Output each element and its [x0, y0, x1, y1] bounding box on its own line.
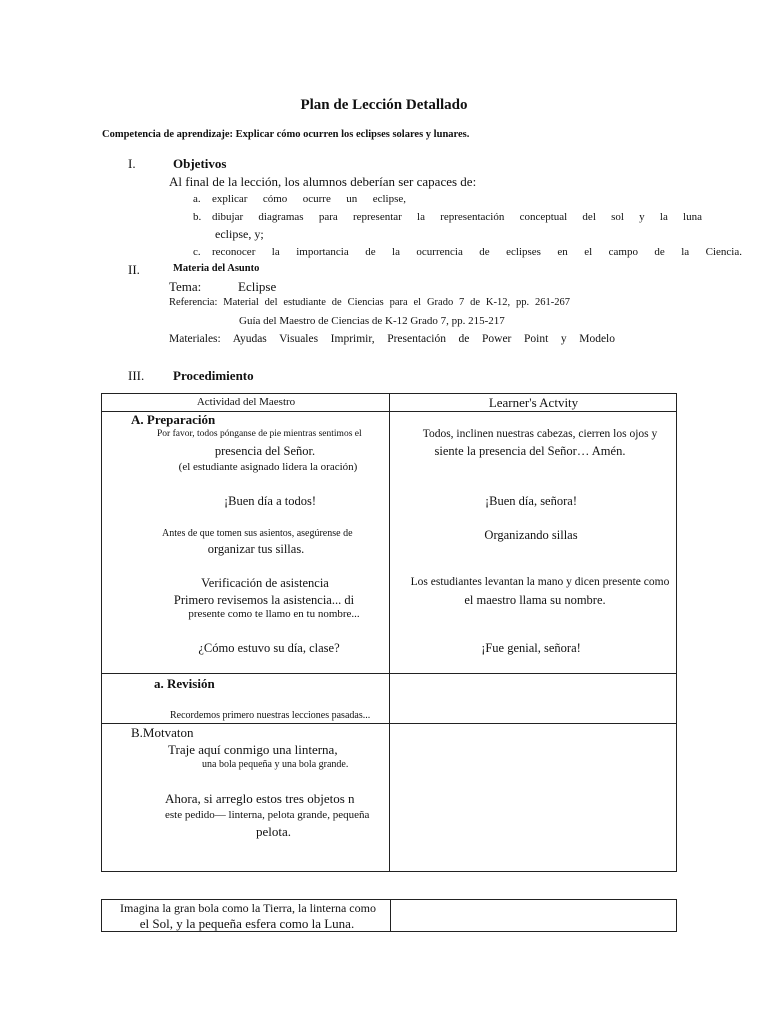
- section-1-heading: Objetivos: [173, 156, 227, 171]
- learner-line: ¡Fue genial, señora!: [481, 641, 581, 655]
- objective-c: reconocer la importancia de la ocurrencia de eclipses en el campo de la Ciencia.: [212, 246, 742, 258]
- referencia-text: Referencia: Material del estudiante de Ciencias para el Grado 7 de K-12, pp. 261-267: [169, 297, 570, 308]
- motivation-line: una bola pequeña y una bola grande.: [202, 759, 349, 770]
- teacher-line: presente como te llamo en tu nombre...: [188, 608, 360, 620]
- revision-text: Recordemos primero nuestras lecciones pasadas...: [170, 710, 371, 721]
- preparacion-heading: A. Preparación: [131, 412, 216, 427]
- guia-text: Guía del Maestro de Ciencias de K-12 Grado 7, pp. 215-217: [239, 315, 505, 327]
- motivation-line: Ahora, si arreglo estos tres objetos n: [165, 791, 355, 806]
- motivation-line: pelota.: [256, 824, 292, 839]
- preparacion-learner-cell: [390, 412, 677, 674]
- objective-a: explicar cómo ocurre un eclipse,: [212, 193, 406, 205]
- teacher-line: Por favor, todos pónganse de pie mientras sentimos el: [157, 429, 362, 439]
- teacher-line: ¿Cómo estuvo su día, clase?: [198, 641, 340, 655]
- tema-label: Tema:: [169, 279, 202, 294]
- preparacion-teacher-cell: [102, 412, 390, 674]
- teacher-line: ¡Buen día a todos!: [224, 494, 316, 508]
- imagine-table: [101, 899, 677, 932]
- procedure-table: [101, 393, 677, 872]
- learner-line: Todos, inclinen nuestras cabezas, cierren los ojos y: [422, 428, 658, 440]
- objective-letter-b: b.: [193, 211, 202, 223]
- section-3-heading: Procedimiento: [173, 368, 254, 383]
- objective-letter-a: a.: [193, 193, 201, 205]
- teacher-line: Primero revisemos la asistencia... di: [173, 593, 355, 607]
- revision-learner-cell: [390, 674, 677, 724]
- motivation-teacher-cell: [102, 724, 390, 872]
- imagine-line-1: Imagina la gran bola como la Tierra, la linterna como: [120, 901, 376, 915]
- motivation-line: Traje aquí conmigo una linterna,: [168, 742, 338, 757]
- motivation-learner-cell: [390, 724, 677, 872]
- section-2-heading: Materia del Asunto: [173, 263, 260, 274]
- col-header-teacher: Actividad del Maestro: [196, 396, 296, 408]
- learner-line: Los estudiantes levantan la mano y dicen presente como: [410, 576, 670, 588]
- objective-letter-c: c.: [193, 246, 201, 258]
- col-header-learner: Learner's Actvity: [488, 395, 579, 410]
- objective-b-continued: eclipse, y;: [215, 227, 264, 241]
- tema-value: Eclipse: [238, 279, 277, 294]
- objective-b: dibujar diagramas para representar la representación conceptual del sol y la luna: [212, 211, 702, 223]
- teacher-line: (el estudiante asignado lidera la oración): [178, 461, 358, 473]
- imagine-line-2: el Sol, y la pequeña esfera como la Luna.: [139, 916, 355, 931]
- teacher-line: Verificación de asistencia: [201, 576, 329, 590]
- imagine-teacher-cell: [102, 900, 391, 932]
- learner-line: siente la presencia del Señor… Amén.: [434, 444, 626, 458]
- teacher-line: Antes de que tomen sus asientos, asegúrense de: [162, 528, 353, 539]
- header-learner-cell: [390, 394, 677, 412]
- revision-heading: a. Revisión: [154, 676, 215, 691]
- learner-line: el maestro llama su nombre.: [464, 593, 606, 607]
- competencia-text: Competencia de aprendizaje: Explicar cómo ocurren los eclipses solares y lunares.: [102, 129, 470, 140]
- learner-line: Organizando sillas: [484, 528, 578, 542]
- section-2-number: II.: [128, 262, 140, 277]
- motivation-line: este pedido— linterna, pelota grande, pequeña: [165, 809, 370, 821]
- header-teacher-cell: [102, 394, 390, 412]
- objectives-intro: Al final de la lección, los alumnos deberían ser capaces de:: [169, 174, 477, 189]
- teacher-line: presencia del Señor.: [214, 444, 316, 458]
- section-1-number: I.: [128, 156, 136, 171]
- learner-line: ¡Buen día, señora!: [485, 494, 577, 508]
- materiales-text: Materiales: Ayudas Visuales Imprimir, Presentación de Power Point y Modelo: [169, 333, 615, 345]
- motivation-heading: B.Motvaton: [131, 725, 194, 740]
- section-3-number: III.: [128, 368, 145, 383]
- teacher-line: organizar tus sillas.: [207, 542, 305, 556]
- page-title: Plan de Lección Detallado: [300, 97, 468, 113]
- revision-teacher-cell: [102, 674, 390, 724]
- imagine-learner-cell: [391, 900, 677, 932]
